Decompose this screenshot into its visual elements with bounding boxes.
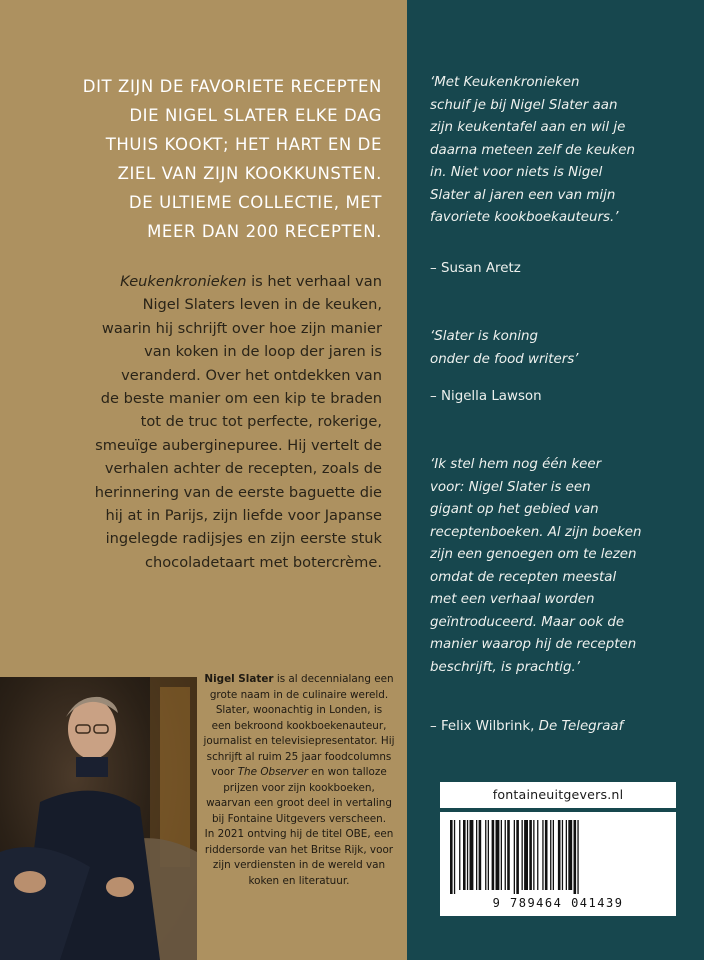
quote-1-attribution: – Susan Aretz [430, 261, 521, 276]
barcode-bar [485, 820, 486, 890]
attribution-name: – Felix Wilbrink, [430, 719, 539, 734]
barcode-bar [459, 820, 460, 890]
barcode-bar [529, 820, 532, 890]
barcode-bar [542, 820, 543, 890]
bio-line: prijzen voor zijn kookboeken, [223, 781, 375, 794]
barcode-bar [492, 820, 495, 890]
barcode-panel [440, 812, 676, 916]
description-line: van koken in de loop der jaren is [144, 343, 382, 361]
author-photo [0, 677, 197, 960]
book-title: Keukenkronieken [120, 273, 247, 290]
barcode-bar [566, 820, 567, 890]
bio-line: grote naam in de culinaire wereld. [209, 688, 389, 701]
barcode-bar [558, 820, 561, 890]
barcode-bar [524, 820, 528, 890]
barcode-bar [568, 820, 572, 890]
quote-line: ‘Met Keukenkronieken [430, 75, 580, 90]
bio-line: In 2021 ontving hij de titel OBE, een [204, 828, 394, 840]
barcode-bar [522, 820, 523, 890]
description-line [20, 270, 382, 293]
quote-line: in. Niet voor niets is Nigel [430, 165, 603, 180]
bio-line [200, 765, 398, 781]
barcode-bar [476, 820, 477, 890]
quote-line: schuif je bij Nigel Slater aan [430, 97, 618, 113]
description-line: ingelegde radijsjes en zijn eerste stuk [105, 530, 382, 548]
description-text: is het verhaal van [246, 273, 382, 290]
headline-line: ZIEL VAN ZIJN KOOKKUNSTEN. [117, 164, 382, 183]
author-bio [200, 672, 398, 889]
headline-line: MEER DAN 200 RECEPTEN. [147, 222, 382, 241]
quote-line: met een verhaal worden [430, 592, 595, 607]
author-name: Nigel Slater [204, 673, 274, 685]
quote-line: gigant op het gebied van [430, 502, 599, 517]
description-line: tot de truc tot perfecte, rokerige, [140, 413, 382, 431]
headline-line: THUIS KOOKT; HET HART EN DE [105, 135, 382, 154]
quote-1 [430, 72, 692, 230]
bio-line [200, 672, 398, 688]
bio-line: koken en literatuur. [248, 874, 350, 887]
headline-line: DE ULTIEME COLLECTIE, MET [128, 193, 382, 212]
headline-line: DIE NIGEL SLATER ELKE DAG [129, 106, 382, 125]
author-portrait-icon [0, 677, 197, 960]
bio-line: een bekroond kookboekenauteur, [211, 719, 387, 732]
quote-line: omdat de recepten meestal [430, 569, 617, 585]
barcode-bar [550, 820, 551, 890]
quote-line: zijn een genoegen om te lezen [430, 547, 637, 562]
barcode-bar [479, 820, 482, 890]
quote-line: receptenboeken. Al zijn boeken [430, 524, 642, 540]
description-line: herinnering van de eerste baguette die [94, 483, 382, 501]
barcode-bar [516, 820, 519, 894]
quote-line: voor: Nigel Slater is een [430, 479, 591, 495]
quote-line: onder de food writers’ [430, 351, 579, 367]
barcode-icon [446, 820, 670, 894]
barcode-bar [470, 820, 474, 890]
bio-line: schrijft al ruim 25 jaar foodcolumns [206, 750, 392, 763]
headline [20, 72, 382, 246]
bio-text: en won talloze [308, 766, 387, 778]
bio-line: journalist en televisiepresentator. Hij [203, 735, 395, 747]
barcode-bar [450, 820, 453, 894]
quote-line: daarna meteen zelf de keuken [430, 142, 636, 158]
quote-line: favoriete kookboekauteurs.’ [430, 210, 619, 225]
barcode-bar [507, 820, 510, 890]
quote-3 [430, 454, 692, 679]
bio-line: bij Fontaine Uitgevers verscheen. [211, 812, 387, 825]
barcode-bar [496, 820, 500, 890]
bio-text: voor [211, 766, 238, 778]
barcode-bar [577, 820, 578, 894]
barcode-bar [463, 820, 466, 890]
book-description [20, 270, 382, 574]
attribution-source: De Telegraaf [538, 719, 624, 734]
barcode-bar [537, 820, 538, 890]
description-line: smeuïge auberginepuree. Hij vertelt de [95, 436, 382, 454]
barcode-bar [545, 820, 548, 890]
isbn-number: 9 789464 041439 [492, 896, 624, 910]
description-line: chocoladetaart met botercrème. [144, 553, 382, 571]
barcode-bar [501, 820, 502, 890]
publisher-url[interactable]: fontaineuitgevers.nl [440, 782, 676, 808]
barcode-bar [488, 820, 489, 890]
quote-line: Slater al jaren een van mijn [430, 187, 616, 203]
bio-text: is al decennialang een [273, 673, 394, 685]
barcode-bar [467, 820, 468, 890]
quote-2 [430, 326, 692, 371]
quote-line: ‘Ik stel hem nog één keer [430, 457, 602, 472]
bio-line: waarvan een groot deel in vertaling [206, 797, 392, 809]
description-line: waarin hij schrijft over hoe zijn manier [101, 319, 382, 337]
quote-line: ‘Slater is koning [430, 329, 539, 344]
description-line: hij at in Parijs, zijn liefde voor Japanse [105, 507, 382, 525]
quote-line: zijn keukentafel aan en wil je [430, 120, 626, 135]
newspaper-name: The Observer [237, 766, 308, 778]
barcode-bar [454, 820, 455, 894]
quote-line: geïntroduceerd. Maar ook de [430, 614, 625, 630]
quote-3-attribution [430, 716, 623, 738]
barcode-bar [562, 820, 563, 890]
description-line: veranderd. Over het ontdekken van [121, 366, 382, 384]
barcode-bar [574, 820, 577, 894]
description-line: verhalen achter de recepten, zoals de [104, 460, 382, 478]
bio-line: zijn verdiensten in de wereld van [212, 859, 386, 871]
description-line: Nigel Slaters leven in de keuken, [142, 296, 382, 314]
barcode-bar [533, 820, 534, 890]
quote-line: beschrijft, is prachtig.’ [430, 659, 580, 675]
barcode-bar [505, 820, 506, 890]
barcode-bar [553, 820, 554, 890]
bio-line: riddersorde van het Britse Rijk, voor [204, 843, 394, 856]
quote-2-attribution: – Nigella Lawson [430, 389, 542, 404]
bio-line: Slater, woonachtig in Londen, is [215, 704, 383, 716]
headline-line: DIT ZIJN DE FAVORIETE RECEPTEN [82, 77, 382, 96]
quote-line: manier waarop hij de recepten [430, 637, 637, 652]
barcode-bar [514, 820, 515, 894]
description-line: de beste manier om een kip te braden [100, 390, 382, 408]
